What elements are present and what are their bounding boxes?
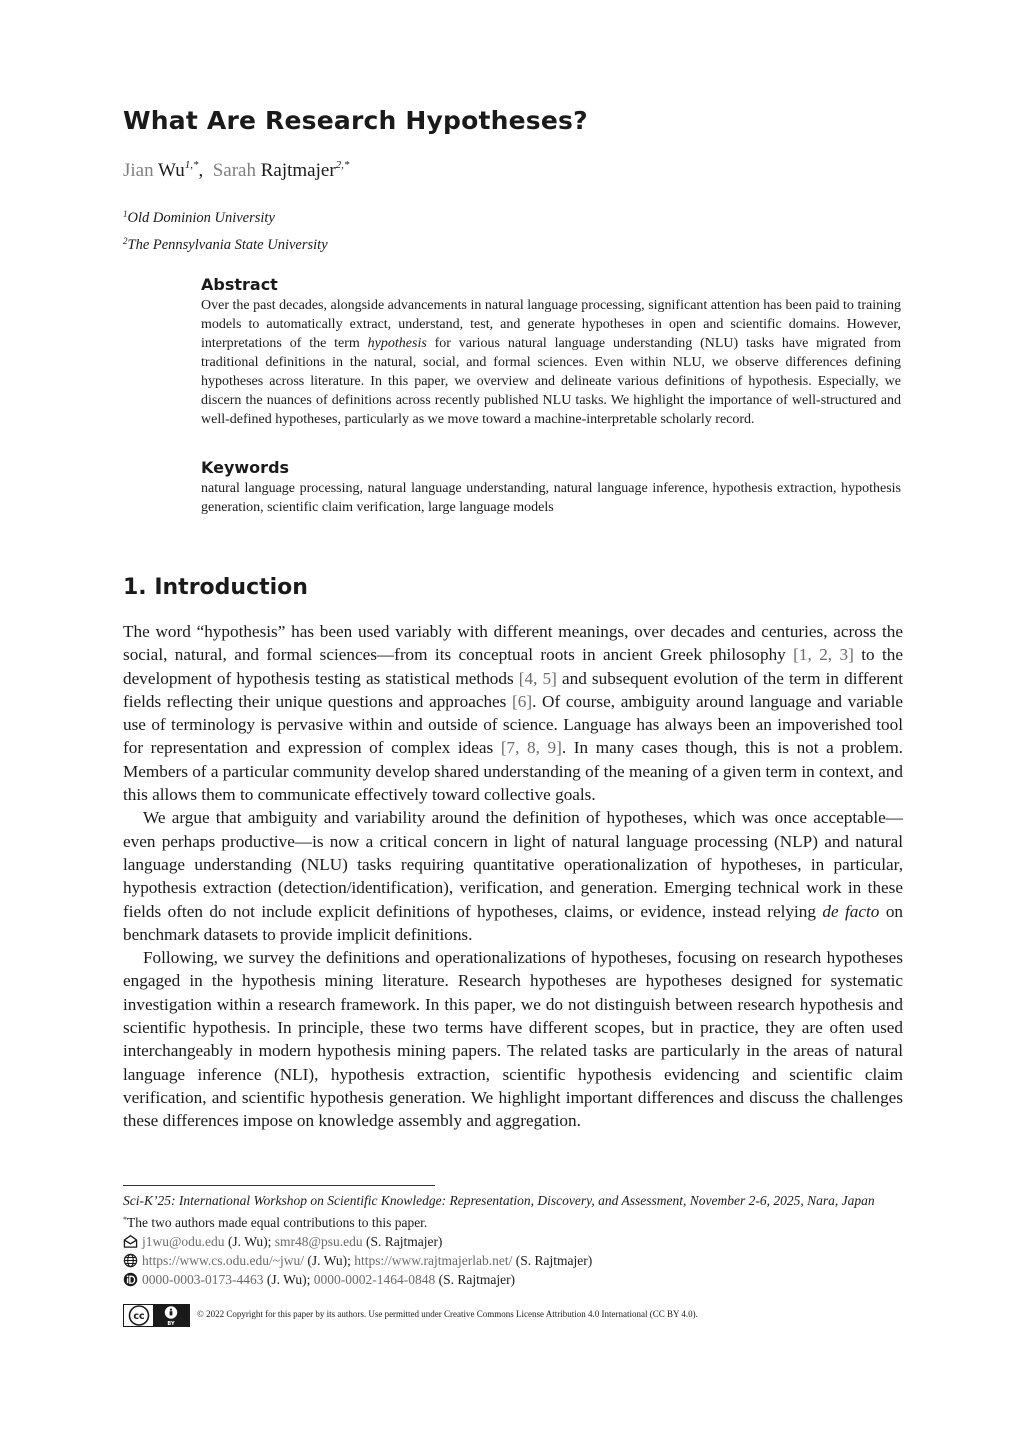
intro-paragraph-3: Following, we survey the definitions and operationalizations of hypotheses, focusing on research hypotheses engaged in the hypothesis mining literature. Research hypotheses are hypotheses designed for systematic investigation within a research framework. In this paper, we do not distinguish between research hypothesis and scientific hypothesis. In principle, these two terms have different scopes, but in practice, they are often used interchangeably in modern hypothesis mining papers. The related tasks are particularly in the areas of natural language inference (NLI), hypothesis extraction, scientific hypothesis evidencing and scientific claim verification, and scientific hypothesis generation. We highlight important differences and discuss the challenges these differences impose on knowledge assembly and aggregation. [123, 948, 903, 1131]
license-text: © 2022 Copyright for this paper by its authors. Use permitted under Creative Commons License Attribution 4.0 International (CC BY 4.0). [197, 1309, 698, 1319]
envelope-icon [123, 1234, 138, 1249]
website-line: https://www.cs.odu.edu/~jwu/ (J. Wu); https://www.rajtmajerlab.net/ (S. Rajtmajer) [123, 1251, 903, 1270]
orcid-link-rajtmajer[interactable]: 0000-0002-1464-0848 [313, 1272, 436, 1287]
citation-link[interactable]: [7, 8, 9] [500, 738, 562, 758]
introduction-body [123, 620, 903, 1133]
author-1-family: Wu [158, 160, 185, 181]
author-1-given: Jian [123, 160, 154, 181]
author-1 [123, 160, 198, 181]
author-1-marks: 1,* [184, 159, 199, 171]
paper-title: What Are Research Hypotheses? [123, 106, 588, 135]
keywords-section [201, 458, 901, 517]
author-list: Jian $Wu^{1,*}$, Sarah Rajtmajer$^{2,*}$ [123, 159, 350, 181]
footnotes [123, 1191, 903, 1289]
citation-link[interactable]: [4, 5] [518, 668, 557, 688]
website-link-rajtmajer[interactable]: https://www.rajtmajerlab.net/ [354, 1253, 513, 1268]
citation-link[interactable]: [1, 2, 3] [793, 645, 854, 665]
affiliations [123, 203, 903, 257]
author-2-marks: 2,* [335, 159, 350, 171]
orcid-link-wu[interactable]: 0000-0003-0173-4463 [142, 1272, 264, 1287]
email-link-wu[interactable]: j1wu@odu.edu [142, 1234, 225, 1249]
email-link-rajtmajer[interactable]: smr48@psu.edu [274, 1234, 363, 1249]
intro-paragraph-2: We argue that ambiguity and variability around the definition of hypotheses, which was once acceptable—even perhaps productive—is now a critical concern in light of natural language processing (NLP) and natural language understanding (NLU) tasks requiring quantitative operationalization of hypotheses, in particular, hypothesis extraction (detection/identification), verification, and generation. Emerging technical work in these fields often do not include explicit definitions of hypotheses, claims, or evidence, instead relying de facto on benchmark datasets to provide implicit definitions. [123, 808, 904, 944]
svg-text:BY: BY [167, 1321, 175, 1327]
equal-contribution-footnote: *The two authors made equal contributions to this paper. [123, 1215, 428, 1230]
orcid-icon [123, 1272, 138, 1287]
author-2-family: Rajtmajer [260, 160, 336, 181]
author-2-given: Sarah [212, 160, 256, 181]
abstract-section [201, 275, 901, 429]
introduction-heading: 1. Introduction [123, 575, 308, 600]
svg-text:cc: cc [133, 1311, 145, 1323]
intro-paragraph-1: The word “hypothesis” has been used variably with different meanings, over decades and centuries, across the social, natural, and formal sciences—from its conceptual roots in ancient Greek philosophy [1, 2, 3] to the development of hypothesis testing as statistical methods [4, 5] and subsequent evolution of the term in different fields reflecting their unique questions and approaches [6]. Of course, ambiguity around language and variable use of terminology is pervasive within and outside of science. Language has always been an impoverished tool for representation and expression of complex ideas [7, 8, 9]. In many cases though, this is not a problem. Members of a particular community develop shared understanding of the meaning of a given term in context, and this allows them to communicate effectively toward collective goals. [123, 622, 903, 805]
abstract-heading: Abstract [201, 275, 278, 294]
venue-footnote: Sci-K’25: International Workshop on Scientific Knowledge: Representation, Discovery, and Assessment, November 2-6, 2025, Nara, Japan [123, 1193, 875, 1208]
footnote-divider [123, 1185, 435, 1186]
affiliation-1: $^1$Old Dominion University [123, 209, 275, 226]
email-line: j1wu@odu.edu (J. Wu); smr48@psu.edu (S. Rajtmajer) [123, 1232, 903, 1251]
author-2 [213, 160, 350, 181]
license-notice [123, 1304, 903, 1328]
citation-link[interactable]: [6] [512, 691, 533, 711]
affiliation-2: $^2$The Pennsylvania State University [123, 236, 328, 253]
orcid-line: 0000-0003-0173-4463 (J. Wu); 0000-0002-1464-0848 (S. Rajtmajer) [123, 1270, 903, 1289]
keywords-text: natural language processing, natural language understanding, natural language inference, hypothesis extraction, hypothesis generation, scientific claim verification, large language models [201, 481, 901, 515]
globe-icon [123, 1253, 138, 1268]
keywords-heading: Keywords [201, 458, 290, 477]
cc-by-badge[interactable] [123, 1304, 190, 1327]
website-link-wu[interactable]: https://www.cs.odu.edu/~jwu/ [142, 1253, 305, 1268]
abstract-text: Over the past decades, alongside advancements in natural language processing, significant attention has been paid to training models to automatically extract, understand, test, and generate hypotheses in open and scientific domains. However, interpretations of the term hypothesis for various natural language understanding (NLU) tasks have migrated from traditional definitions in the natural, social, and formal sciences. Even within NLU, we observe differences defining hypotheses across literature. In this paper, we overview and delineate various definitions of hypothesis. Especially, we discern the nuances of definitions across recently published NLU tasks. We highlight the importance of well-structured and well-defined hypotheses, particularly as we move toward a machine-interpretable scholarly record. [201, 298, 901, 427]
